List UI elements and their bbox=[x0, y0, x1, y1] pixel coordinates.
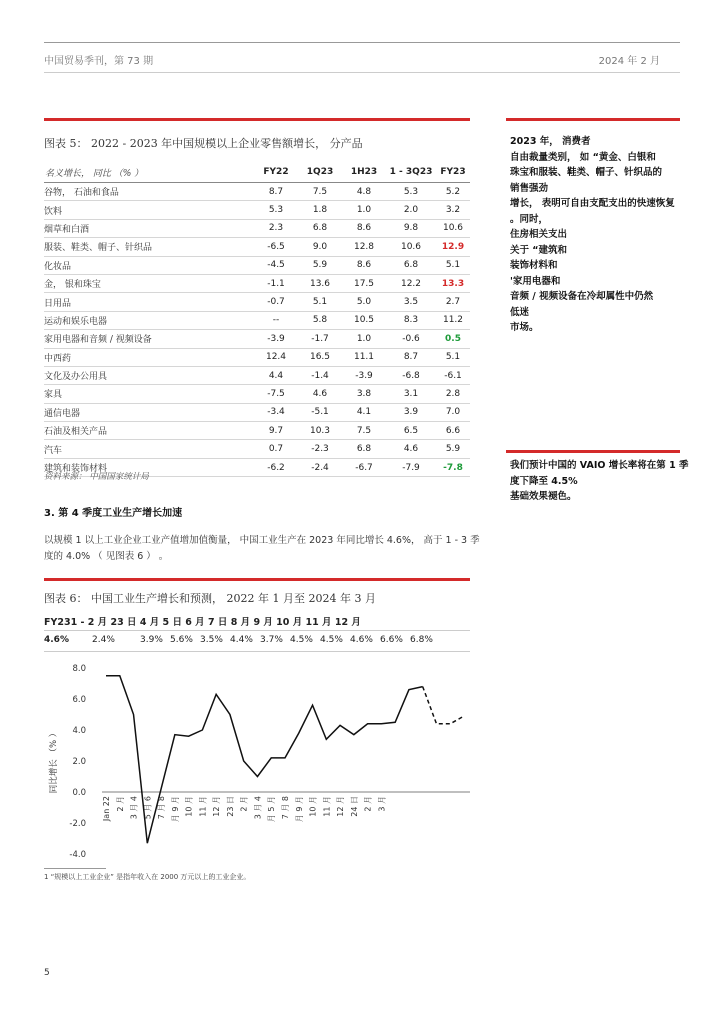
x-tick-label: 10 月 bbox=[184, 796, 194, 817]
cell-value: -6.1 bbox=[436, 366, 470, 384]
table5-red-rule bbox=[44, 118, 470, 121]
x-tick-label: 2 月 bbox=[363, 796, 373, 812]
sidebar-line: 基础效果褪色。 bbox=[510, 491, 577, 502]
x-tick-label: 2 月 bbox=[115, 796, 125, 812]
y-tick-label: -4.0 bbox=[69, 850, 86, 860]
cell-value: -4.5 bbox=[254, 256, 298, 274]
monthly-value: 4.5% bbox=[290, 635, 313, 645]
cell-value: 4.4 bbox=[254, 366, 298, 384]
sidebar-line: 低迷 bbox=[510, 306, 530, 318]
cell-value: 12.2 bbox=[386, 274, 436, 292]
issue-date: 2024 年 2 月 bbox=[598, 56, 660, 67]
cell-value: 16.5 bbox=[298, 348, 342, 366]
row-label: 汽车 bbox=[44, 440, 254, 458]
cell-value: 5.1 bbox=[298, 293, 342, 311]
table-row bbox=[44, 422, 470, 440]
cell-value: 5.0 bbox=[342, 293, 386, 311]
cell-value: 7.0 bbox=[436, 403, 470, 421]
category-header: 名义增长， 同比 （% ） bbox=[44, 162, 254, 183]
cell-value: -1.1 bbox=[254, 274, 298, 292]
table5-source: 资料来源： 中国国家统计局 bbox=[44, 472, 149, 482]
row-label: 家用电器和音频 / 视频设备 bbox=[44, 330, 254, 348]
table-row bbox=[44, 403, 470, 421]
section-paragraph-line2: 度的 4.0% （ 见图表 6 ） 。 bbox=[44, 551, 169, 562]
sidebar-line: '家用电器和 bbox=[510, 275, 561, 287]
sidebar-note-forecast bbox=[510, 458, 689, 505]
cell-value: 2.0 bbox=[386, 201, 436, 219]
sidebar-note-consumption bbox=[510, 134, 675, 336]
cell-value: -2.3 bbox=[298, 440, 342, 458]
x-tick-label: 23 日 bbox=[225, 796, 235, 817]
cell-value: 8.7 bbox=[254, 183, 298, 201]
series-forecast-line bbox=[423, 687, 464, 724]
cell-value: 0.7 bbox=[254, 440, 298, 458]
cell-value: 1.0 bbox=[342, 330, 386, 348]
cell-value: -5.1 bbox=[298, 403, 342, 421]
cell-value: 12.4 bbox=[254, 348, 298, 366]
table-row bbox=[44, 311, 470, 329]
table-row bbox=[44, 293, 470, 311]
cell-value: 6.8 bbox=[342, 440, 386, 458]
cell-value: 5.1 bbox=[436, 256, 470, 274]
x-tick-label: 3 月 bbox=[377, 796, 387, 812]
cell-value: 11.2 bbox=[436, 311, 470, 329]
table-row bbox=[44, 366, 470, 384]
cell-value: 3.5 bbox=[386, 293, 436, 311]
table-row bbox=[44, 201, 470, 219]
monthly-value: 3.7% bbox=[260, 635, 283, 645]
sidebar-line: 关于 “建筑和 bbox=[510, 244, 568, 256]
row-label: 家具 bbox=[44, 385, 254, 403]
x-tick-label: Jan 22 bbox=[102, 796, 111, 822]
cell-value: -1.4 bbox=[298, 366, 342, 384]
cell-value: 4.6 bbox=[298, 385, 342, 403]
cell-value: -1.7 bbox=[298, 330, 342, 348]
x-tick-label: 月 5 月 bbox=[267, 796, 277, 823]
sidebar-line: 度下降至 4.5% bbox=[510, 475, 578, 487]
sidebar-line: 增长， 表明可自由支配支出的快速恢复 bbox=[510, 198, 675, 209]
cell-value: -7.9 bbox=[386, 458, 436, 476]
sidebar-line: 。同时， bbox=[510, 213, 549, 225]
cell-value: 1.0 bbox=[342, 201, 386, 219]
row-label: 化妆品 bbox=[44, 256, 254, 274]
retail-sales-table bbox=[44, 162, 470, 477]
cell-value: 1.8 bbox=[298, 201, 342, 219]
sidebar-line: 珠宝和服装、鞋类、帽子、针织品的 bbox=[510, 167, 663, 178]
chart6-row-header: FY231 - 2 月 23 日 4 月 5 日 6 月 7 日 8 月 9 月 10 月 11 月 12 月 bbox=[44, 617, 361, 628]
y-tick-label: 0.0 bbox=[72, 788, 86, 798]
sidebar2-red-rule bbox=[506, 450, 680, 453]
row-label: 饮料 bbox=[44, 201, 254, 219]
row-label: 通信电器 bbox=[44, 403, 254, 421]
row-label: 运动和娱乐电器 bbox=[44, 311, 254, 329]
cell-value: 5.3 bbox=[386, 183, 436, 201]
table-row bbox=[44, 440, 470, 458]
chart6-red-rule bbox=[44, 578, 470, 581]
cell-value: -6.2 bbox=[254, 458, 298, 476]
cell-value: -7.8 bbox=[436, 458, 470, 476]
x-tick-label: 11 月 bbox=[198, 796, 208, 817]
monthly-value: 4.6% bbox=[350, 635, 373, 645]
monthly-value: 4.6% bbox=[44, 635, 69, 645]
cell-value: 6.8 bbox=[386, 256, 436, 274]
cell-value: -- bbox=[254, 311, 298, 329]
col-header: 1 - 3Q23 bbox=[386, 162, 436, 183]
table-row bbox=[44, 238, 470, 256]
sidebar-line: 住房相关支出 bbox=[510, 229, 568, 240]
table-row bbox=[44, 348, 470, 366]
sidebar-line: 我们预计中国的 VAIO 增长率将在第 1 季 bbox=[510, 460, 689, 471]
monthly-value: 3.5% bbox=[200, 635, 223, 645]
section-paragraph-line1: 以规模 1 以上工业企业工业产值增加值衡量， 中国工业生产在 2023 年同比增长 4.6%， 高于 1 - 3 季 bbox=[44, 535, 480, 546]
cell-value: 7.5 bbox=[342, 422, 386, 440]
row-label: 建筑和装饰材料 bbox=[44, 458, 254, 476]
cell-value: 12.9 bbox=[436, 238, 470, 256]
row-label: 金， 银和珠宝 bbox=[44, 274, 254, 292]
col-header: 1H23 bbox=[342, 162, 386, 183]
cell-value: 12.8 bbox=[342, 238, 386, 256]
cell-value: 8.6 bbox=[342, 256, 386, 274]
cell-value: 4.8 bbox=[342, 183, 386, 201]
cell-value: -0.7 bbox=[254, 293, 298, 311]
monthly-value: 6.6% bbox=[380, 635, 403, 645]
cell-value: 5.9 bbox=[298, 256, 342, 274]
y-axis-label: 同比增长 （% ） bbox=[49, 728, 59, 794]
monthly-value: 6.8% bbox=[410, 635, 433, 645]
x-tick-label: 3 月 4 bbox=[129, 796, 139, 820]
cell-value: 5.9 bbox=[436, 440, 470, 458]
cell-value: 5.3 bbox=[254, 201, 298, 219]
cell-value: 8.7 bbox=[386, 348, 436, 366]
cell-value: 10.6 bbox=[386, 238, 436, 256]
monthly-value: 2.4% bbox=[92, 635, 115, 645]
cell-value: 3.1 bbox=[386, 385, 436, 403]
y-tick-label: 4.0 bbox=[72, 726, 86, 736]
table-header-row bbox=[44, 162, 470, 183]
x-tick-label: 3 月 4 bbox=[253, 796, 263, 820]
cell-value: 3.8 bbox=[342, 385, 386, 403]
cell-value: 4.6 bbox=[386, 440, 436, 458]
y-tick-label: 8.0 bbox=[72, 664, 86, 674]
cell-value: 17.5 bbox=[342, 274, 386, 292]
sidebar-line: 市场。 bbox=[510, 322, 539, 333]
cell-value: 2.8 bbox=[436, 385, 470, 403]
cell-value: 10.6 bbox=[436, 219, 470, 237]
x-tick-label: 2 月 bbox=[239, 796, 249, 812]
x-tick-label: 5 月 6 bbox=[143, 796, 153, 820]
cell-value: -7.5 bbox=[254, 385, 298, 403]
cell-value: 5.2 bbox=[436, 183, 470, 201]
header-rule bbox=[44, 42, 680, 43]
monthly-value: 4.4% bbox=[230, 635, 253, 645]
x-tick-label: 月 9 月 bbox=[294, 796, 304, 823]
x-tick-label: 月 9 月 bbox=[170, 796, 180, 823]
row-label: 服装、鞋类、帽子、针织品 bbox=[44, 238, 254, 256]
table5-title: 图表 5： 2022 - 2023 年中国规模以上企业零售额增长， 分产品 bbox=[44, 137, 363, 150]
col-header: FY22 bbox=[254, 162, 298, 183]
cell-value: 4.1 bbox=[342, 403, 386, 421]
footnote-rule bbox=[44, 868, 106, 869]
x-tick-label: 12 月 bbox=[336, 796, 346, 817]
cell-value: 9.0 bbox=[298, 238, 342, 256]
cell-value: -0.6 bbox=[386, 330, 436, 348]
cell-value: 6.6 bbox=[436, 422, 470, 440]
y-tick-label: 2.0 bbox=[72, 757, 86, 767]
sidebar-line: 自由裁量类别， 如 “黄金、白银和 bbox=[510, 151, 656, 163]
chart6-title: 图表 6： 中国工业生产增长和预测， 2022 年 1 月至 2024 年 3 月 bbox=[44, 592, 376, 605]
section-heading: 3. 第 4 季度工业生产增长加速 bbox=[44, 508, 183, 519]
col-header: FY23 bbox=[436, 162, 470, 183]
x-tick-label: 12 月 bbox=[212, 796, 222, 817]
table-row bbox=[44, 274, 470, 292]
cell-value: 3.9 bbox=[386, 403, 436, 421]
table-row bbox=[44, 330, 470, 348]
header-rule-bottom bbox=[44, 72, 680, 73]
cell-value: -2.4 bbox=[298, 458, 342, 476]
cell-value: 6.5 bbox=[386, 422, 436, 440]
cell-value: -6.5 bbox=[254, 238, 298, 256]
cell-value: 6.8 bbox=[298, 219, 342, 237]
col-header: 1Q23 bbox=[298, 162, 342, 183]
y-tick-label: -2.0 bbox=[69, 819, 86, 829]
sidebar-line: 2023 年， 消费者 bbox=[510, 136, 591, 147]
series-actual-line bbox=[106, 676, 423, 843]
cell-value: 11.1 bbox=[342, 348, 386, 366]
page-number: 5 bbox=[44, 968, 50, 978]
publication-title: 中国贸易季刊，第 73 期 bbox=[44, 56, 154, 67]
cell-value: 10.5 bbox=[342, 311, 386, 329]
table-row bbox=[44, 219, 470, 237]
monthly-value: 4.5% bbox=[320, 635, 343, 645]
table-row bbox=[44, 256, 470, 274]
cell-value: 10.3 bbox=[298, 422, 342, 440]
cell-value: 9.7 bbox=[254, 422, 298, 440]
x-tick-label: 24 日 bbox=[349, 796, 359, 817]
cell-value: 3.2 bbox=[436, 201, 470, 219]
x-tick-label: 7 月 8 bbox=[281, 796, 290, 820]
row-label: 谷物， 石油和食品 bbox=[44, 183, 254, 201]
row-label: 石油及相关产品 bbox=[44, 422, 254, 440]
sidebar-line: 装饰材料和 bbox=[510, 260, 558, 271]
monthly-value: 3.9% bbox=[140, 635, 163, 645]
cell-value: 8.3 bbox=[386, 311, 436, 329]
monthly-value: 5.6% bbox=[170, 635, 193, 645]
ip-growth-chart bbox=[44, 656, 474, 866]
cell-value: 9.8 bbox=[386, 219, 436, 237]
x-tick-label: 7 月 8 bbox=[157, 796, 167, 820]
cell-value: 0.5 bbox=[436, 330, 470, 348]
sidebar-line: 销售强劲 bbox=[510, 182, 549, 194]
x-tick-label: 10 月 bbox=[308, 796, 318, 817]
x-tick-label: 11 月 bbox=[322, 796, 332, 817]
row-label: 烟草和白酒 bbox=[44, 219, 254, 237]
cell-value: -6.7 bbox=[342, 458, 386, 476]
sidebar-red-rule bbox=[506, 118, 680, 121]
cell-value: -3.9 bbox=[254, 330, 298, 348]
cell-value: 8.6 bbox=[342, 219, 386, 237]
cell-value: 7.5 bbox=[298, 183, 342, 201]
row-label: 日用品 bbox=[44, 293, 254, 311]
cell-value: 13.3 bbox=[436, 274, 470, 292]
row-label: 文化及办公用具 bbox=[44, 366, 254, 384]
table-row bbox=[44, 183, 470, 201]
y-tick-label: 6.0 bbox=[72, 695, 86, 705]
sidebar-line: 音频 / 视频设备在冷却属性中仍然 bbox=[510, 291, 654, 302]
cell-value: 5.8 bbox=[298, 311, 342, 329]
chart6-row-rule-bottom bbox=[44, 651, 470, 652]
cell-value: -3.4 bbox=[254, 403, 298, 421]
table-row bbox=[44, 385, 470, 403]
footnote: 1 “规模以上工业企业” 是指年收入在 2000 万元以上的工业企业。 bbox=[44, 873, 251, 881]
chart6-row-rule bbox=[44, 630, 470, 631]
cell-value: 2.3 bbox=[254, 219, 298, 237]
cell-value: 13.6 bbox=[298, 274, 342, 292]
row-label: 中西药 bbox=[44, 348, 254, 366]
cell-value: -3.9 bbox=[342, 366, 386, 384]
cell-value: -6.8 bbox=[386, 366, 436, 384]
cell-value: 5.1 bbox=[436, 348, 470, 366]
cell-value: 2.7 bbox=[436, 293, 470, 311]
